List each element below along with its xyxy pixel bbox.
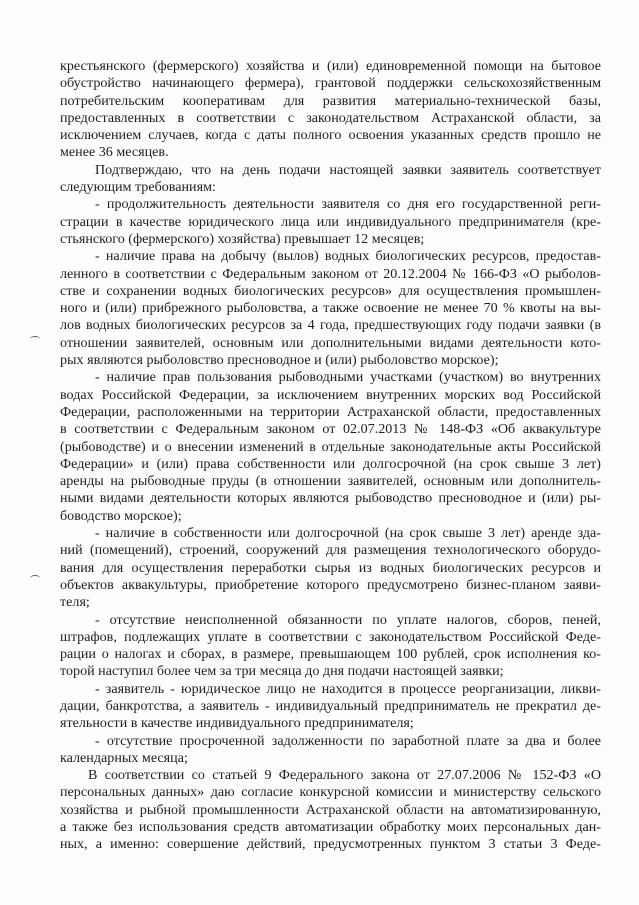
text-line: отношении заявителей, основным или дополнительными видами деятельности кото- bbox=[60, 334, 601, 351]
text-line: потребительским кооперативам для развития материально-технической базы, bbox=[60, 92, 601, 109]
text-line: крестьянского (фермерского) хозяйства и (или) единовременной помощи на бытовое bbox=[60, 58, 601, 74]
text-line: хозяйства и рыбной промышленности Астраханской области на автоматизированную, bbox=[60, 801, 601, 818]
text-line: - продолжительность деятельности заявителя со дня его государственной реги- bbox=[95, 196, 601, 213]
text-line: боводство морское); bbox=[60, 507, 182, 524]
text-line: в соответствии с Федеральным законом от 02.07.2013 № 148-ФЗ «Об аквакультуре bbox=[60, 421, 601, 438]
text-line: штрафов, подлежащих уплате в соответствии с законодательством Российской Феде- bbox=[60, 628, 601, 645]
text-line: ятельности в качестве индивидуального предпринимателя; bbox=[60, 715, 414, 732]
text-line: ленного в соответствии с Федеральным законом от 20.12.2004 № 166-ФЗ «О рыболов- bbox=[60, 265, 601, 282]
text-line: Федерации» и (или) права собственности или долгосрочной (на срок свыше 3 лет) bbox=[60, 455, 601, 472]
text-line: лов водных биологических ресурсов за 4 года, предшествующих году подачи заявки (в bbox=[60, 317, 601, 334]
punch-hole-mark-bottom bbox=[30, 575, 40, 581]
text-line: - заявитель - юридическое лицо не находится в процессе реорганизации, ликви- bbox=[95, 680, 601, 697]
text-line: ного и (или) прибрежного рыболовства, а также освоение не менее 70 % квоты на вы- bbox=[60, 300, 601, 317]
text-line: (рыбоводстве) и о внесении изменений в отдельные законодательные акты Российской bbox=[60, 438, 601, 455]
text-line: ных, а именно: совершение действий, предусмотренных пунктом 3 статьи 3 Феде- bbox=[60, 836, 601, 853]
text-line: - наличие в собственности или долгосрочной (на срок свыше 3 лет) аренде зда- bbox=[95, 525, 601, 542]
text-line: следующим требованиям: bbox=[60, 179, 216, 196]
text-line: - отсутствие неисполненной обязанности по уплате налогов, сборов, пеней, bbox=[95, 611, 601, 628]
text-line: Подтверждаю, что на день подачи настоящей заявки заявитель соответствует bbox=[95, 161, 601, 178]
text-line: торой наступил более чем за три месяца до дня подачи настоящей заявки; bbox=[60, 663, 504, 680]
punch-hole-mark-top bbox=[30, 336, 40, 342]
text-line: рации о налогах и сборах, в размере, превышающем 100 рублей, срок исполнения ко- bbox=[60, 646, 601, 663]
text-line: а также без использования средств автоматизации обработку моих персональных дан- bbox=[60, 819, 601, 836]
text-line: календарных месяца; bbox=[60, 749, 188, 766]
text-line: менее 36 месяцев. bbox=[60, 144, 169, 161]
text-line: ний (помещений), строений, сооружений для размещения технологического оборудо- bbox=[60, 542, 601, 559]
text-line: - отсутствие просроченной задолженности по заработной плате за два и более bbox=[95, 732, 601, 749]
text-line: стве и сохранении водных биологических ресурсов» для осуществления промышлен- bbox=[60, 282, 601, 299]
text-line: дации, банкротства, а заявитель - индивидуальный предприниматель не прекратил де- bbox=[60, 697, 601, 714]
text-line: - наличие права на добычу (вылов) водных биологических ресурсов, предостав- bbox=[95, 248, 601, 265]
text-line: исключением случаев, когда с даты полного освоения указанных средств прошло не bbox=[60, 127, 601, 144]
text-line: объектов аквакультуры, приобретение которого предусмотрено бизнес-планом заяви- bbox=[60, 576, 601, 593]
text-line: стьянского (фермерского) хозяйства) превышает 12 месяцев; bbox=[60, 230, 425, 247]
text-line: аренды на рыбоводные пруды (в отношении заявителей, основным или дополнитель- bbox=[60, 473, 601, 490]
document-body bbox=[60, 58, 601, 854]
text-line: Федерации, расположенными на территории Астраханской области, предоставленных bbox=[60, 403, 601, 420]
text-line: обустройство начинающего фермера), грантовой поддержки сельскохозяйственным bbox=[60, 75, 601, 92]
text-line: предоставленных в соответствии с законодательством Астраханской области, за bbox=[60, 109, 601, 126]
text-line: теля; bbox=[60, 594, 90, 611]
text-line: вания для осуществления переработки сырья из водных биологических ресурсов и bbox=[60, 559, 601, 576]
text-line: страции в качестве юридического лица или индивидуального предпринимателя (кре- bbox=[60, 213, 601, 230]
text-line: В соответствии со статьей 9 Федерального закона от 27.07.2006 № 152-ФЗ «О bbox=[88, 767, 601, 784]
text-line: - наличие прав пользования рыбоводными участками (участком) во внутренних bbox=[95, 369, 601, 386]
text-line: ными видами деятельности которых являются рыбоводство пресноводное и (или) ры- bbox=[60, 490, 601, 507]
text-line: рых являются рыболовство пресноводное и (или) рыболовство морское); bbox=[60, 352, 499, 369]
text-line: водах Российской Федерации, за исключением внутренних морских вод Российской bbox=[60, 386, 601, 403]
text-line: персональных данных» даю согласие конкурсной комиссии и министерству сельского bbox=[60, 784, 601, 801]
